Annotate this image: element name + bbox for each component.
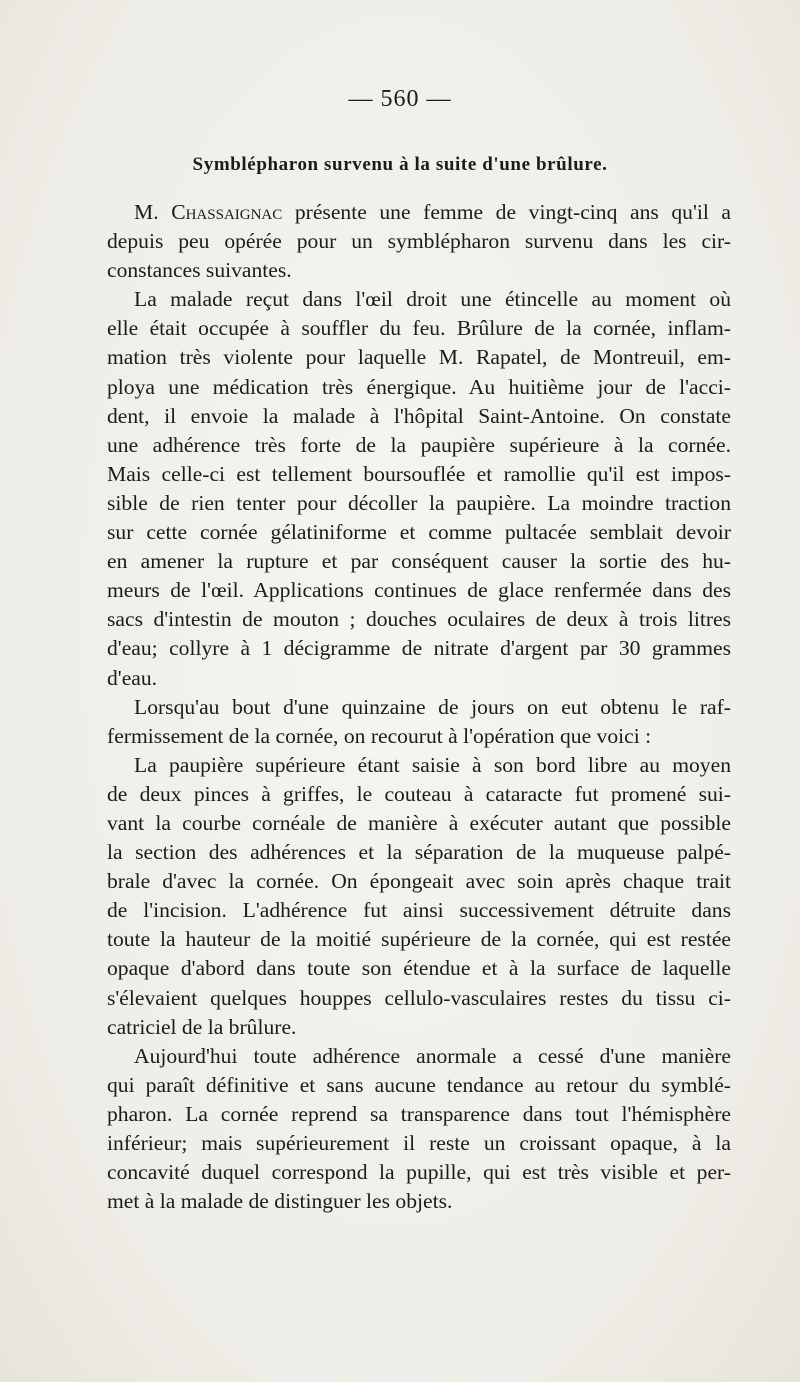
text-line: s'élevaient quelques houppes cellulo-vasculaires restes du tissu ci- <box>107 985 731 1010</box>
text-line: mation très violente pour laquelle M. Rapatel, de Montreuil, em- <box>107 345 731 370</box>
text-line: Aujourd'hui toute adhérence anormale a cessé d'une manière <box>134 1043 731 1068</box>
text-line: La malade reçut dans l'œil droit une étincelle au moment où <box>134 287 731 312</box>
text-line: Mais celle-ci est tellement boursouflée et ramollie qu'il est impos- <box>107 461 731 486</box>
text-line: une adhérence très forte de la paupière supérieure à la cornée. <box>107 432 731 457</box>
text-line: sible de rien tenter pour décoller la paupière. La moindre traction <box>107 490 731 515</box>
text-line: M. Chassaignac présente une femme de vingt-cinq ans qu'il a <box>134 200 732 224</box>
text-line: met à la malade de distinguer les objets. <box>107 1189 453 1214</box>
text-line: brale d'avec la cornée. On épongeait avec soin après chaque trait <box>107 869 731 894</box>
text-line: constances suivantes. <box>107 258 292 283</box>
text-line: d'eau. <box>107 665 158 690</box>
text-line: ploya une médication très énergique. Au huitième jour de l'acci- <box>107 374 731 399</box>
text-line: qui paraît définitive et sans aucune tendance au retour du symblé- <box>107 1072 731 1097</box>
text-line: en amener la rupture et par conséquent causer la sortie des hu- <box>107 549 731 574</box>
section-title: Symblépharon survenu à la suite d'une brûlure. <box>192 154 608 175</box>
text-line: concavité duquel correspond la pupille, qui est très visible et per- <box>107 1160 731 1185</box>
text-line: catriciel de la brûlure. <box>107 1014 297 1039</box>
text-line: inférieur; mais supérieurement il reste un croissant opaque, à la <box>107 1131 731 1155</box>
page-number: — 560 — <box>348 86 452 112</box>
text-line: meurs de l'œil. Applications continues de glace renfermée dans des <box>107 578 731 603</box>
text-line: Lorsqu'au bout d'une quinzaine de jours on eut obtenu le raf- <box>134 694 731 719</box>
text-line: sur cette cornée gélatiniforme et comme pultacée semblait devoir <box>107 520 731 545</box>
text-line: la section des adhérences et la séparation de la muqueuse palpé- <box>107 840 731 865</box>
body-text <box>107 198 731 1216</box>
text-line: elle était occupée à souffler du feu. Brûlure de la cornée, inflam- <box>107 316 731 341</box>
text-line: fermissement de la cornée, on recourut à l'opération que voici : <box>107 723 652 748</box>
text-line: depuis peu opérée pour un symblépharon survenu dans les cir- <box>107 229 731 254</box>
text-line: pharon. La cornée reprend sa transparence dans tout l'hémisphère <box>107 1101 731 1126</box>
author-name: Chassaignac <box>171 200 283 224</box>
text-line: opaque d'abord dans toute son étendue et à la surface de laquelle <box>107 956 731 981</box>
text-line: dent, il envoie la malade à l'hôpital Saint-Antoine. On constate <box>107 403 731 428</box>
text-line: La paupière supérieure étant saisie à son bord libre au moyen <box>134 752 731 777</box>
text-line: de l'incision. L'adhérence fut ainsi successivement détruite dans <box>107 898 731 923</box>
text-line: toute la hauteur de la moitié supérieure de la cornée, qui est restée <box>107 927 731 952</box>
text-line: vant la courbe cornéale de manière à exécuter autant que possible <box>107 810 731 835</box>
text-line: d'eau; collyre à 1 décigramme de nitrate d'argent par 30 grammes <box>107 636 731 661</box>
text-line: de deux pinces à griffes, le couteau à cataracte fut promené sui- <box>107 781 731 806</box>
text-line: sacs d'intestin de mouton ; douches oculaires de deux à trois litres <box>107 607 731 632</box>
